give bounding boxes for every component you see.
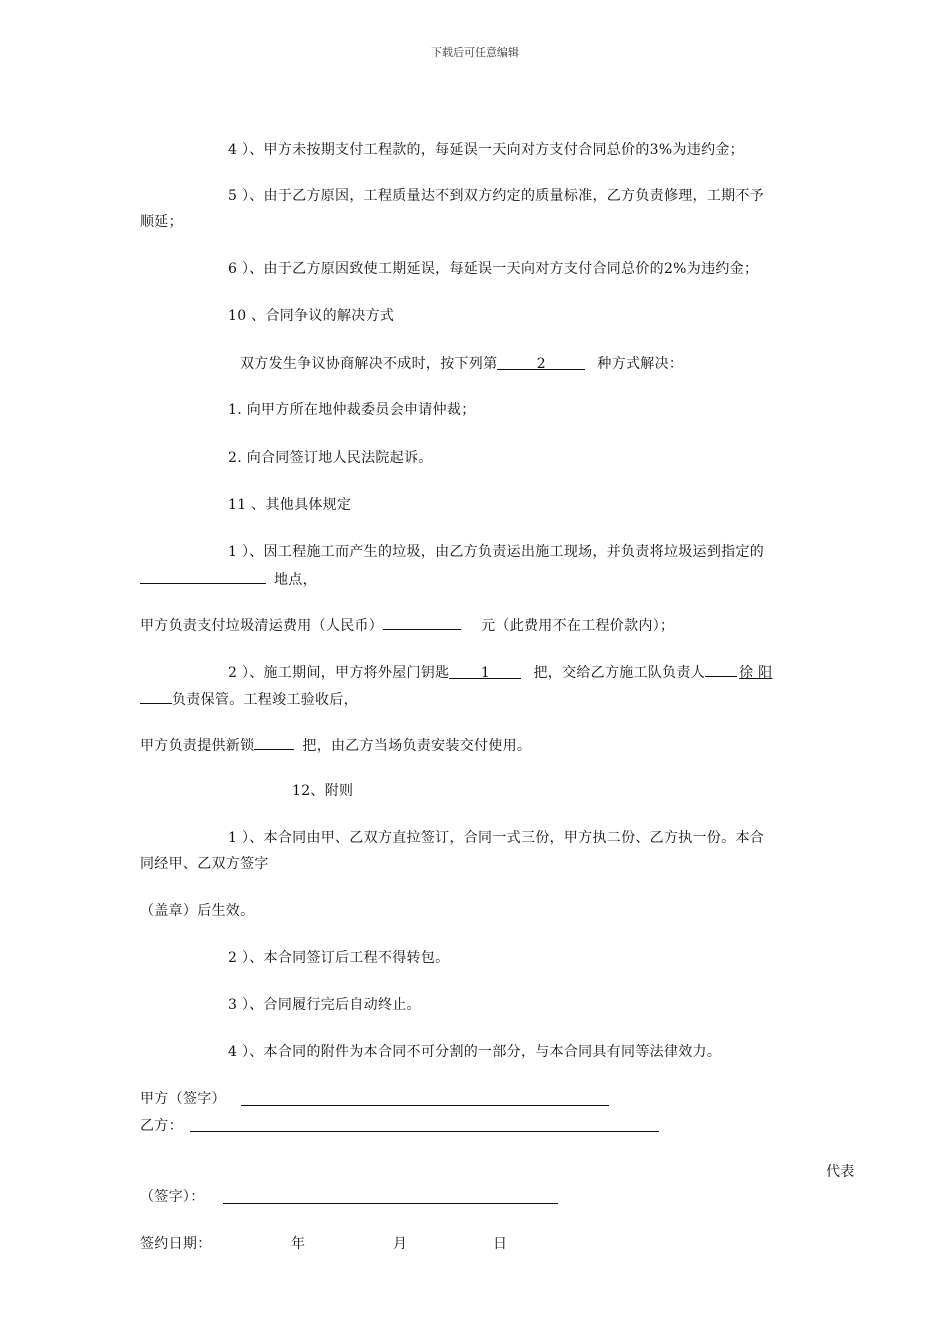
rule-2-line2-text: 负责保管。工程竣工验收后， [172,692,358,708]
person-blank-tail [140,688,172,704]
appendix-1-line2: 同经甲、乙双方签字 [140,856,269,872]
new-lock-suffix: 把，由乙方当场负责安装交付使用。 [302,738,532,754]
rule-1-line1: 1 ）、因工程施工而产生的垃圾，由乙方负责运出施工现场，并负责将垃圾运到指定的 [228,544,765,560]
disposal-site-blank [140,568,266,584]
new-lock-count-blank [254,734,294,750]
clause-6: 6 ）、由于乙方原因致使工期延误，每延误一天向对方支付合同总价的2%为违约金； [228,261,759,277]
keys-mid: 把，交给乙方施工队负责人 [533,665,706,681]
date-day-label: 日 [493,1236,508,1252]
dispute-prefix: 双方发生争议协商解决不成时，按下列第 [240,356,498,372]
appendix-3: 3 ）、合同履行完后自动终止。 [228,997,421,1013]
section-12-heading: 12、附则 [292,783,354,799]
section-11-heading: 11 、其他具体规定 [228,497,352,513]
party-b-label: 乙方： [140,1118,183,1134]
person-blank-lead [705,661,737,677]
clause-5-line1: 5 ）、由于乙方原因，工程质量达不到双方约定的质量标准，乙方负责修理，工期不予 [228,188,765,204]
appendix-1-line3: （盖章）后生效。 [140,903,255,919]
appendix-4: 4 ）、本合同的附件为本合同不可分割的一部分，与本合同具有同等法律效力。 [228,1044,722,1060]
rule-1-line2 [140,568,317,590]
representative-sign-label: （签字）： [140,1189,205,1205]
dispute-suffix: 种方式解决： [597,356,684,372]
clause-5-line2: 顺延； [140,214,183,230]
party-a-sign-label: 甲方（签字） [140,1091,226,1107]
rule-2-line2 [140,688,358,710]
date-month-label: 月 [393,1236,408,1252]
rule-1-line2-text: 地点， [274,572,317,588]
cleanup-fee-prefix: 甲方负责支付垃圾清运费用（人民币） [140,618,384,634]
dispute-method-value: 2 [497,354,585,370]
section-10-heading: 10 、合同争议的解决方式 [228,308,395,324]
dispute-method-line [240,354,683,374]
option-2: 2. 向合同签订地人民法院起诉。 [228,450,433,466]
keys-prefix: 2 ）、施工期间，甲方将外屋门钥匙 [228,665,450,681]
party-a-sign-line [241,1105,609,1106]
representative-sign-line [223,1203,558,1204]
rule-1-line3 [140,614,674,636]
responsible-person: 徐 阳 [739,665,773,681]
keys-count: 1 [449,663,521,679]
option-1: 1. 向甲方所在地仲裁委员会申请仲裁； [228,402,476,418]
party-b-sign-line [190,1131,659,1132]
representative-label: 代表 [826,1164,855,1180]
cleanup-fee-suffix: 元（此费用不在工程价款内）； [481,618,675,634]
rule-2-line1 [228,661,772,683]
new-lock-prefix: 甲方负责提供新锁 [140,738,255,754]
date-year-label: 年 [291,1236,306,1252]
page-header: 下载后可任意编辑 [431,46,519,59]
appendix-2: 2 ）、本合同签订后工程不得转包。 [228,950,450,966]
appendix-1-line1: 1 ）、本合同由甲、乙双方直拉签订，合同一式三份，甲方执二份、乙方执一份。本合 [228,830,765,846]
clause-4: 4 ）、甲方未按期支付工程款的，每延误一天向对方支付合同总价的3%为违约金； [228,142,744,158]
rule-2-line3 [140,734,531,756]
cleanup-fee-blank [383,614,461,630]
signing-date-label: 签约日期： [140,1236,212,1252]
